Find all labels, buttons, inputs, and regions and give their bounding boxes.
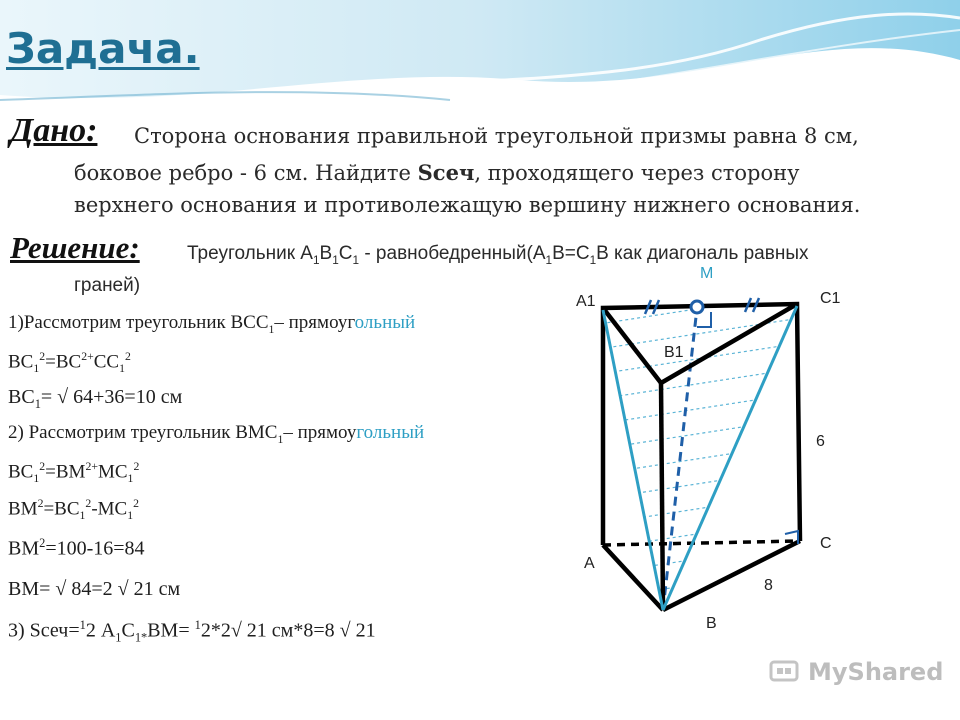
- prism-outline: [603, 304, 800, 545]
- solution-step-8: ВМ= √ 84=2 √ 21 см: [8, 578, 181, 600]
- solution-step-9: 3) Sсеч=$^1$2 $А_1С_{1*}ВМ= ^12*2√$ 21 см*8=8 √ 21: [8, 618, 376, 645]
- edge-bb1: [661, 383, 663, 610]
- label-base-8: 8: [764, 577, 773, 594]
- label-b1: B1: [664, 344, 684, 361]
- label-c1: C1: [820, 290, 841, 307]
- watermark: [768, 656, 943, 688]
- edge-bc: [663, 541, 800, 610]
- right-angle-m: [697, 312, 711, 327]
- label-a1: A1: [576, 293, 596, 310]
- solution-step-5: $ВС_1^2=ВМ^{2+}МС_1^2$: [8, 460, 140, 486]
- label-b: B: [706, 615, 717, 632]
- presentation-icon: [768, 656, 800, 688]
- section-edge-ba1: [603, 310, 663, 610]
- given-line-3: верхнего основания и противолежащую вершину нижнего основания.: [74, 193, 861, 217]
- label-m: M: [700, 265, 714, 282]
- solution-label: Решение:: [10, 230, 140, 265]
- solution-intro-line-2: граней): [74, 275, 141, 296]
- solution-step-1: 1)Рассмотрим треугольник $ВСС_1-$ прямоугольный: [8, 312, 416, 336]
- given-line-1: Сторона основания правильной треугольной призмы равна 8 см,: [134, 124, 859, 148]
- solution-step-4: 2) Рассмотрим треугольник $ВМС_1-$ прямоугольный: [8, 422, 425, 446]
- watermark-text: MyShared: [808, 658, 944, 686]
- prism-diagram: [560, 255, 870, 635]
- slide-title: Задача.: [6, 24, 200, 73]
- solution-step-7: $ВМ^2=100-16=84$: [8, 536, 145, 560]
- given-label: Дано:: [10, 112, 98, 149]
- edge-ab: [603, 545, 663, 610]
- hidden-edge-ac: [603, 541, 800, 545]
- label-c: C: [820, 535, 832, 552]
- solution-step-3: $ВС_1=$ √ 64+36=10 см: [8, 386, 183, 411]
- label-edge-6: 6: [816, 433, 825, 450]
- solution-intro-line-1: Треугольник $А_1В_1С_1$ - $равнобедренный(А_1В=С_1В$ как диагональ равных: [187, 243, 809, 267]
- solution-step-2: $ВС_1^2=ВС^{2+}СС_1^2$: [8, 350, 131, 376]
- given-line-2: боковое ребро - 6 см. Найдите Sсеч, проходящего через сторону: [74, 160, 800, 185]
- label-a: A: [584, 555, 595, 572]
- section-hatching: [560, 290, 820, 605]
- solution-step-6: $ВМ^2=ВС_1^2-МС_1^2$: [8, 497, 139, 523]
- point-m: [691, 301, 703, 313]
